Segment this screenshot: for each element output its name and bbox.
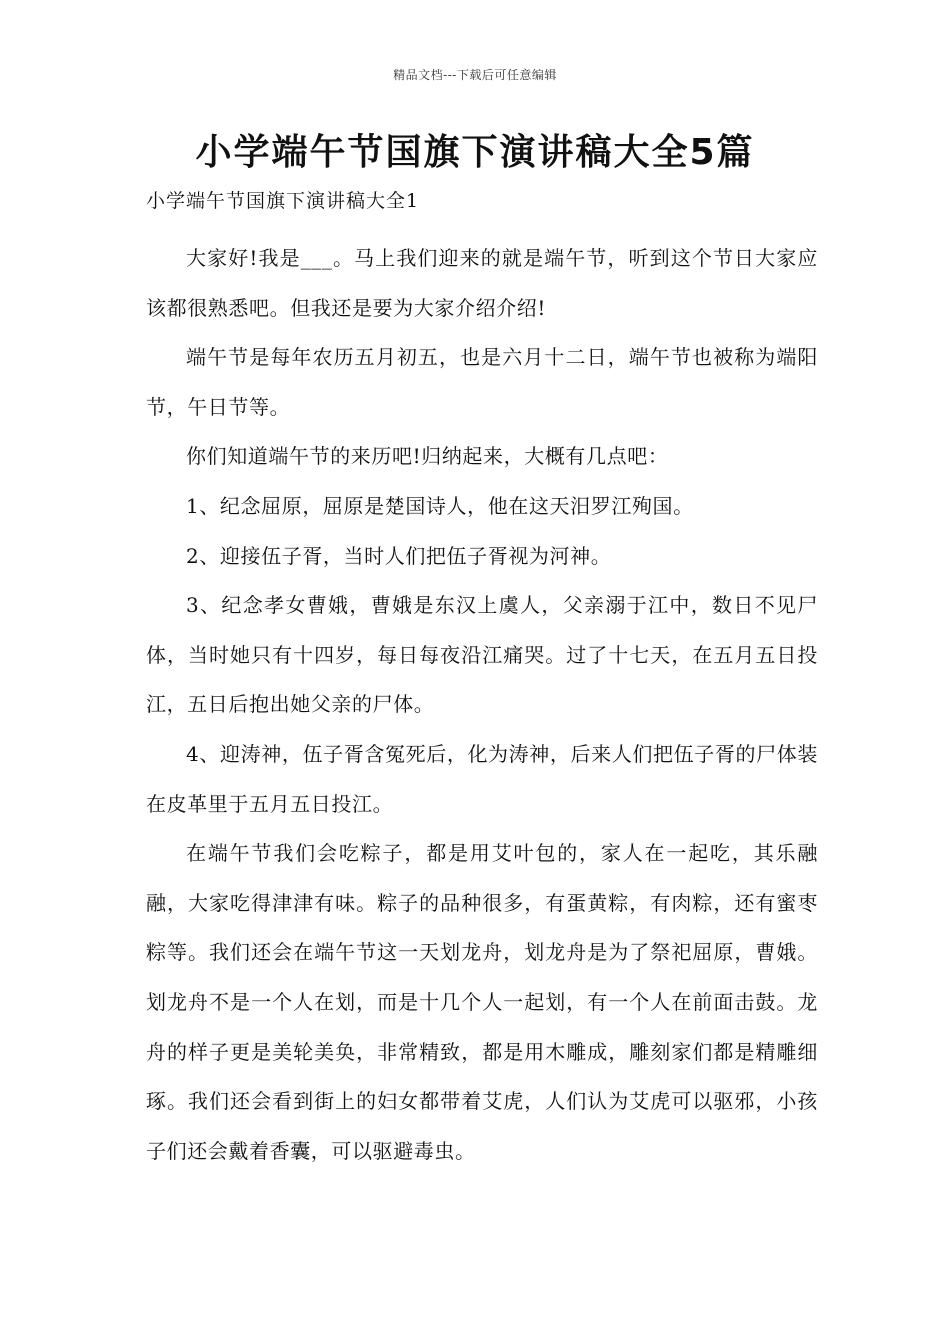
paragraph-origin-2: 2、迎接伍子胥，当时人们把伍子胥视为河神。 [186,543,612,568]
document-body [146,234,818,1176]
paragraph-greeting: 大家好!我是___。马上我们迎来的就是端午节，听到这个节日大家应该都很熟悉吧。但我还是要为大家介绍介绍! [146,246,818,320]
section-subtitle: 小学端午节国旗下演讲稿大全1 [146,190,420,212]
paragraph-date: 端午节是每年农历五月初五，也是六月十二日，端午节也被称为端阳节，午日节等。 [146,345,818,419]
paragraph-origins-intro: 你们知道端午节的来历吧!归纳起来，大概有几点吧： [186,444,669,469]
paragraph-customs: 在端午节我们会吃粽子，都是用艾叶包的，家人在一起吃，其乐融融，大家吃得津津有味。粽子的品种很多，有蛋黄粽，有肉粽，还有蜜枣粽等。我们还会在端午节这一天划龙舟，划龙舟是为了祭祀屈原，曹娥。划龙舟不是一个人在划，而是十几个人一起划，有一个人在前面击鼓。龙舟的样子更是美轮美奂，非常精致，都是用木雕成，雕刻家们都是精雕细琢。我们还会看到街上的妇女都带着艾虎，人们认为艾虎可以驱邪，小孩子们还会戴着香囊，可以驱避毒虫。 [146,841,818,1163]
paragraph-origin-4: 4、迎涛神，伍子胥含冤死后，化为涛神，后来人们把伍子胥的尸体装在皮革里于五月五日投江。 [146,741,818,816]
document-title: 小学端午节国旗下演讲稿大全5篇 [195,132,755,173]
paragraph-origin-3: 3、纪念孝女曹娥，曹娥是东汉上虞人，父亲溺于江中，数日不见尸体，当时她只有十四岁，每日每夜沿江痛哭。过了十七天，在五月五日投江，五日后抱出她父亲的尸体。 [146,593,818,717]
header-note: 精品文档---下载后可任意编辑 [393,68,557,82]
paragraph-origin-1: 1、纪念屈原，屈原是楚国诗人，他在这天汨罗江殉国。 [186,493,694,518]
